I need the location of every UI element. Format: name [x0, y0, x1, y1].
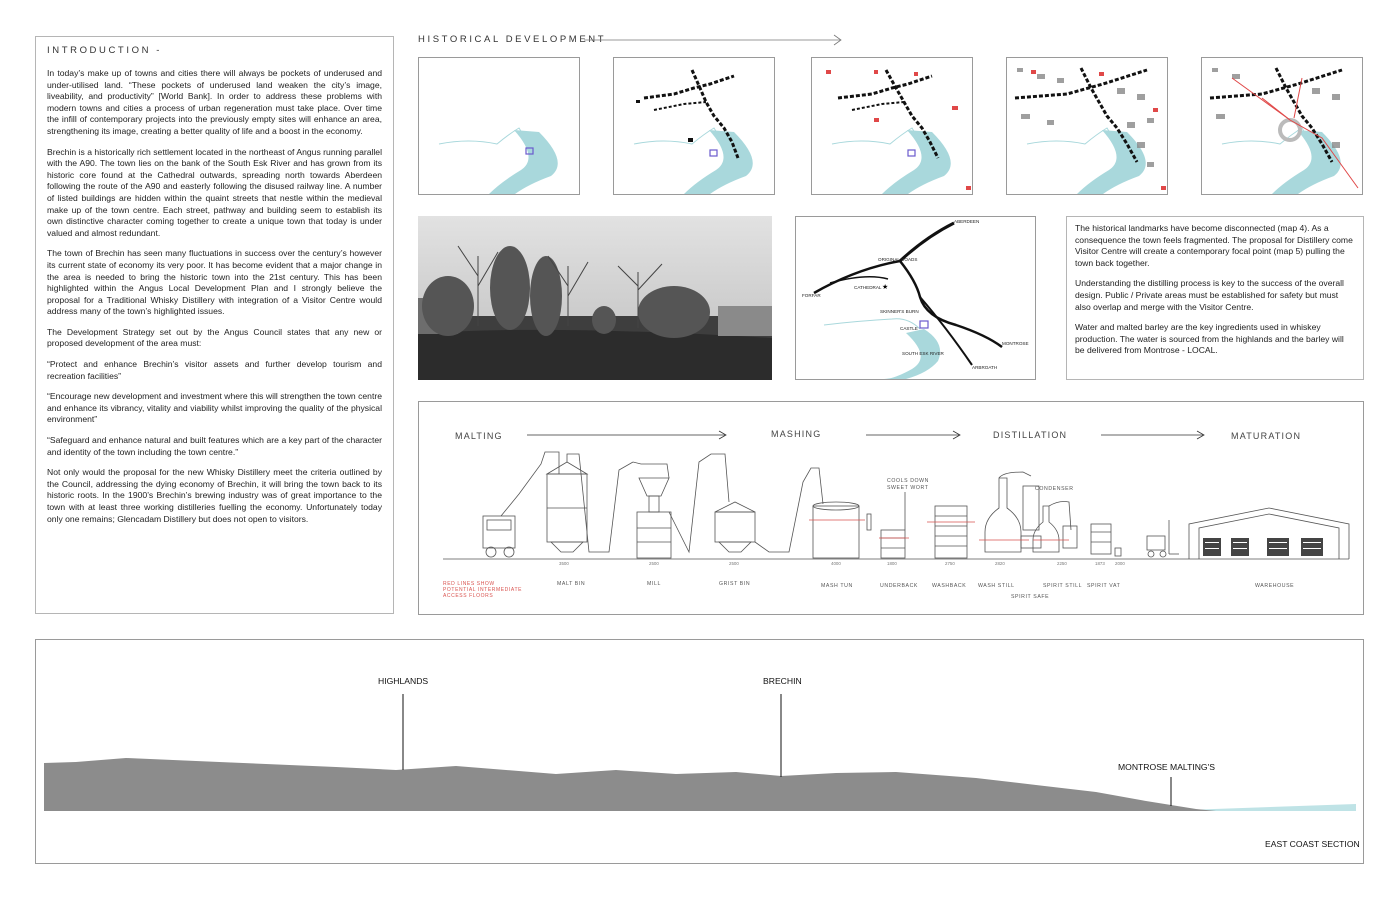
component-wash-still: WASH STILL — [978, 583, 1015, 589]
condenser-label: CONDENSER — [1035, 486, 1074, 492]
label-castle: CASTLE — [900, 326, 918, 331]
dim-spirit-still: 2250 — [1057, 561, 1067, 566]
intro-paragraph-5: Not only would the proposal for the new Whisky Distillery meet the criteria outlined by the Council, addressing the dying economy of Brechin, it will bring the town back to its historic roots. In the 1900’s Brechin’s brewing industry was of great importance to the town with at least three working distilleries fuelling the economy. Unfortunately today only one remains; Glencadam Distillery but does not open to visitors. — [47, 467, 382, 524]
dim-wash-still: 2820 — [995, 561, 1005, 566]
dim-underback: 1800 — [887, 561, 897, 566]
note-access-floors: ACCESS FLOORS — [443, 593, 494, 599]
location-map — [795, 216, 1036, 380]
distilling-process-diagram — [418, 401, 1364, 615]
historical-development-title: HISTORICAL DEVELOPMENT — [418, 34, 607, 45]
history-map-2 — [613, 57, 775, 195]
dim-spirit-safe: 2000 — [1115, 561, 1125, 566]
dim-mill: 2500 — [649, 561, 659, 566]
design-note-2: Understanding the distilling process is key to the success of the overall design. Public / Private areas must be established for safety but must also overlap and merge with the Visitor Centre. — [1075, 278, 1344, 312]
stage-mashing: MASHING — [771, 429, 822, 439]
label-south-esk-river: SOUTH ESK RIVER — [902, 351, 944, 356]
label-skinners-burn: SKINNER'S BURN — [880, 309, 919, 314]
sweet-wort-label: SWEET WORT — [887, 485, 929, 491]
component-mill: MILL — [647, 581, 661, 587]
stage-malting: MALTING — [455, 431, 503, 441]
dim-washback: 2750 — [945, 561, 955, 566]
label-montrose-maltings: MONTROSE MALTING'S — [1118, 762, 1215, 772]
history-map-1 — [418, 57, 580, 195]
dim-grist-bin: 2500 — [729, 561, 739, 566]
introduction-panel — [35, 36, 394, 614]
design-note-3: Water and malted barley are the key ingredients used in whiskey production. The water is sourced from the highlands and the barley will be delivered from Montrose - LOCAL. — [1075, 322, 1344, 356]
history-map-5 — [1201, 57, 1363, 195]
design-notes-panel — [1066, 216, 1364, 380]
history-map-4 — [1006, 57, 1168, 195]
component-spirit-vat: SPIRIT VAT — [1087, 583, 1121, 589]
site-photograph — [418, 216, 772, 380]
note-red-lines: RED LINES SHOW — [443, 581, 495, 587]
component-grist-bin: GRIST BIN — [719, 581, 751, 587]
intro-quote-2: “Encourage new development and investment where this will strengthen the town centre and enhance its vibrancy, vitality and viability whilst improving the quality of the physical environment” — [47, 391, 382, 425]
component-washback: WASHBACK — [932, 583, 967, 589]
label-montrose: MONTROSE — [1002, 341, 1029, 346]
component-spirit-still: SPIRIT STILL — [1043, 583, 1083, 589]
stage-distillation: DISTILLATION — [993, 430, 1068, 440]
section-title: EAST COAST SECTION — [1265, 839, 1360, 849]
label-highlands: HIGHLANDS — [378, 676, 429, 686]
dim-mash-tun: 4000 — [831, 561, 841, 566]
intro-quote-1: “Protect and enhance Brechin’s visitor assets and further develop tourism and recreation facilities” — [47, 359, 382, 381]
component-malt-bin: MALT BIN — [557, 581, 586, 587]
component-underback: UNDERBACK — [880, 583, 918, 589]
introduction-title: INTRODUCTION - — [47, 45, 163, 56]
label-brechin: BRECHIN — [763, 676, 802, 686]
intro-paragraph-4: The Development Strategy set out by the Angus Council states that any new or proposed development of the area must: — [47, 326, 382, 349]
land-profile — [44, 758, 1216, 811]
design-note-1: The historical landmarks have become disconnected (map 4). As a consequence the town feels fragmented. The proposal for Distillery come Visitor Centre will create a contemporary focal point (map 5) pulling the town back together. — [1075, 223, 1353, 268]
label-original-roads: ORIGINAL ROADS — [878, 257, 918, 262]
component-spirit-safe: SPIRIT SAFE — [1011, 594, 1050, 600]
component-warehouse: WAREHOUSE — [1255, 583, 1295, 589]
label-forfar: FORFAR — [802, 293, 821, 298]
history-map-3 — [811, 57, 973, 195]
stage-maturation: MATURATION — [1231, 431, 1302, 441]
label-aberdeen: ABERDEEN — [954, 219, 980, 224]
east-coast-section — [35, 639, 1364, 864]
intro-paragraph-3: The town of Brechin has seen many fluctuations in success over the century’s however its current state of economy its very poor. It has become evident that a major change in the area is needed to bring the historic town into the 21st century. This has been highlighted within the Angus Local Development Plan and I strongly believe the proposal for a Traditional Whisky Distillery with integration of a Visitor Centre would address many of the town’s highlighted issues. — [47, 248, 382, 317]
component-mash-tun: MASH TUN — [821, 583, 853, 589]
dim-malt-bin: 3500 — [559, 561, 569, 566]
note-potential: POTENTIAL INTERMEDIATE — [443, 587, 523, 593]
historical-arrow-icon — [584, 34, 846, 46]
label-arbroath: ARBROATH — [972, 365, 998, 370]
label-cathedral: CATHEDRAL — [854, 285, 882, 290]
intro-paragraph-1: In today’s make up of towns and cities there will always be pockets of underused and under-utilised land. “These pockets of underused land weaken the city’s image, liveability, and productivity” [World Bank]. In order to address these problems with modern towns and cities a process of urban regeneration must take place. Over time the infill of contemporary projects into the previously empty sites will enhance an area, strengthening its image, creating a better quality of life and a boost in the economy. — [47, 68, 382, 136]
intro-paragraph-2: Brechin is a historically rich settlement located in the northeast of Angus running parallel with the A90. The town lies on the bank of the South Esk River and has grown from its historic core found at the Cathedral outwards, spreading north towards Aberdeen following the route of the A90 and easterly following the disused railway line. A number of listed buildings are hidden within the quaint streets that nestle within the medieval make up of the town centre. Each street, pathway and building seem to establish its own distinctive character coming together to create a unique town that today is under valued and almost redundant. — [47, 146, 382, 238]
cools-down-label: COOLS DOWN — [887, 478, 930, 484]
intro-quote-3: “Safeguard and enhance natural and built features which are a key part of the character and identity of the town including the town centre.” — [47, 435, 382, 457]
dim-spirit-vat: 1873 — [1095, 561, 1105, 566]
svg-text:★: ★ — [882, 284, 889, 291]
